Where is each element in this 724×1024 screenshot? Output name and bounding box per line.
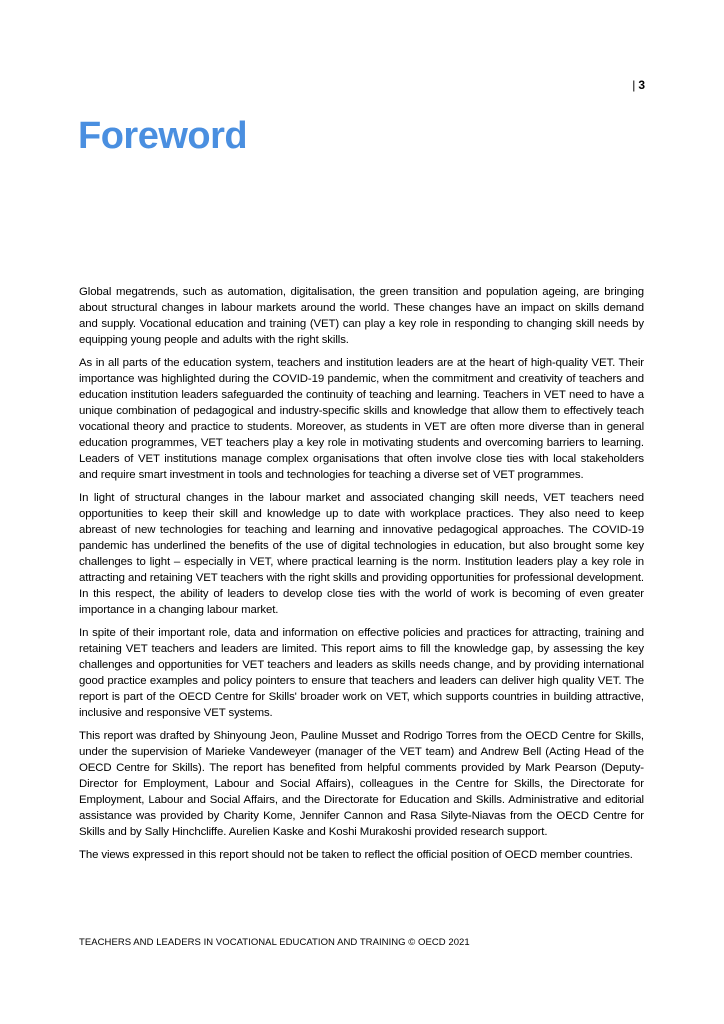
paragraph: Global megatrends, such as automation, digitalisation, the green transition and population ageing, are bringing about structural changes in labour markets around the world. These changes have an impact on skills demand and supply. Vocational education and training (VET) can play a key role in responding to changing skill needs by equipping young people and adults with the right skills. <box>79 286 644 346</box>
page-number <box>632 78 645 92</box>
paragraph: In spite of their important role, data and information on effective policies and practices for attracting, training and retaining VET teachers and leaders are limited. This report aims to fill the knowledge gap, by assessing the key challenges and opportunities for VET teachers and leaders as skills needs change, and by providing international good practice examples and policy pointers to ensure that teachers and leaders can deliver high quality VET. The report is part of the OECD Centre for Skills' broader work on VET, which supports countries in building attractive, inclusive and responsive VET systems. <box>79 627 644 719</box>
page-number-separator: | <box>632 78 636 92</box>
foreword-body <box>79 284 644 870</box>
paragraph: As in all parts of the education system, teachers and institution leaders are at the heart of high-quality VET. Their importance was highlighted during the COVID-19 pandemic, when the commitment and creativity of teachers and education institution leaders safeguarded the continuity of teaching and learning. Teachers in VET need to have a unique combination of pedagogical and industry-specific skills and knowledge that allow them to effectively teach vocational theory and practice to students. Moreover, as students in VET are often more diverse than in general education programmes, VET teachers play a key role in motivating students and overcoming barriers to learning. Leaders of VET institutions manage complex organisations that often involve close ties with local stakeholders and require smart investment in tools and technologies for teaching a diverse set of VET programmes. <box>79 357 644 481</box>
page-number-value: 3 <box>638 78 645 92</box>
paragraph: In light of structural changes in the labour market and associated changing skill needs, VET teachers need opportunities to keep their skill and knowledge up to date with workplace practices. They also need to keep abreast of new technologies for teaching and learning and innovative pedagogical approaches. The COVID-19 pandemic has underlined the benefits of the use of digital technologies in education, but also brought some key challenges to light – especially in VET, where practical learning is the norm. Institution leaders play a key role in attracting and retaining VET teachers with the right skills and providing opportunities for professional development. In this respect, the ability of leaders to develop close ties with the world of work is becoming of even greater importance in a changing labour market. <box>79 492 644 616</box>
paragraph: The views expressed in this report should not be taken to reflect the official position of OECD member countries. <box>79 849 633 861</box>
page-title: Foreword <box>78 115 248 157</box>
paragraph: This report was drafted by Shinyoung Jeon, Pauline Musset and Rodrigo Torres from the OECD Centre for Skills, under the supervision of Marieke Vandeweyer (manager of the VET team) and Andrew Bell (Acting Head of the OECD Centre for Skills). The report has benefited from helpful comments provided by Mark Pearson (Deputy-Director for Employment, Labour and Social Affairs), colleagues in the Centre for Skills, the Directorate for Employment, Labour and Social Affairs, and the Directorate for Education and Skills. Administrative and editorial assistance was provided by Charity Kome, Jennifer Cannon and Rasa Silyte-Niavas from the OECD Centre for Skills and by Sally Hinchcliffe. Aurelien Kaske and Koshi Murakoshi provided research support. <box>79 730 644 838</box>
running-footer: TEACHERS AND LEADERS IN VOCATIONAL EDUCATION AND TRAINING © OECD 2021 <box>79 937 470 948</box>
